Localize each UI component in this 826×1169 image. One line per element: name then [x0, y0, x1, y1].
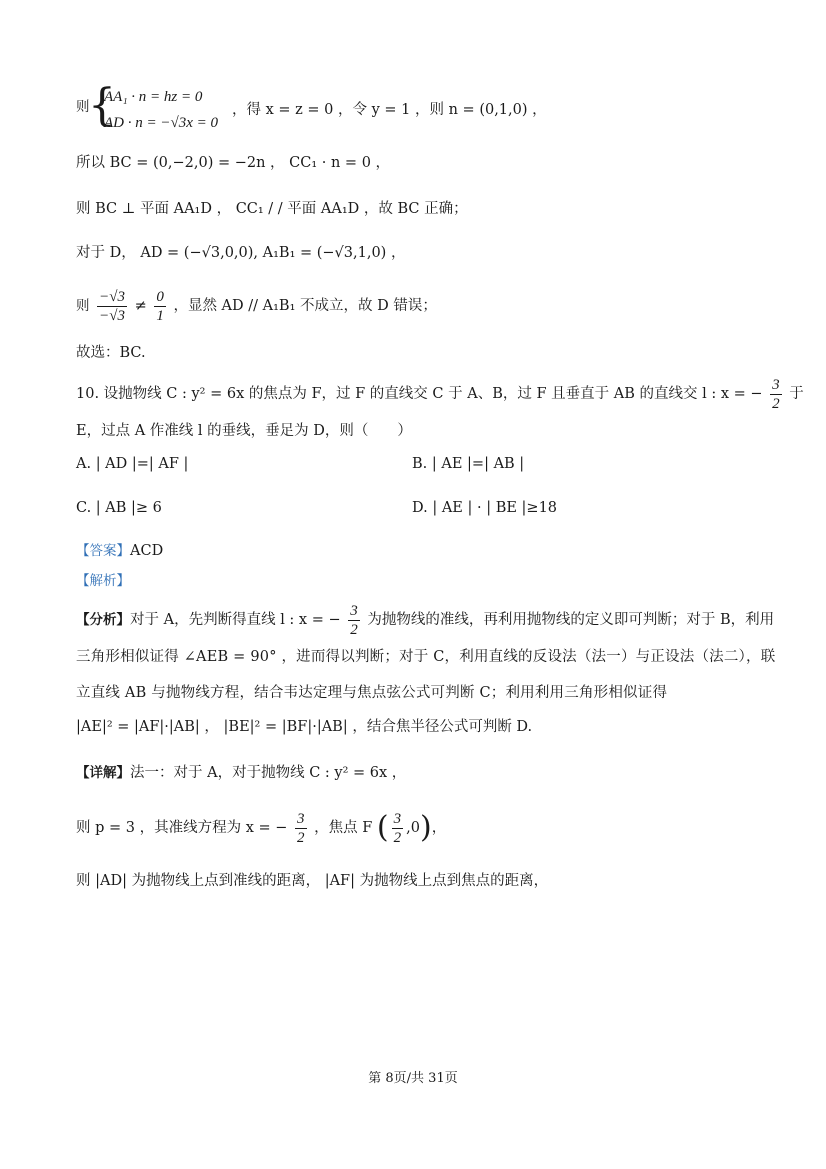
answer-line	[76, 540, 750, 562]
xiangjie-fraction-2-num: 3	[393, 810, 402, 827]
page-footer: 第 8页/共 31页	[368, 1071, 458, 1086]
fraction-1	[97, 288, 127, 325]
text-line-5-tail: ，显然 AD // A₁B₁ 不成立，故 D 错误；	[173, 298, 437, 314]
xiangjie-line-1	[76, 762, 750, 784]
question-10-fraction-num: 3	[772, 376, 780, 393]
xiangjie-label: 【详解】	[76, 765, 130, 781]
system-result: ，得 x = z = 0 ，令 y = 1 ，则 n = (0,1,0) ，	[232, 102, 547, 118]
xiangjie-text-2b: ，焦点 F	[314, 820, 373, 836]
paren-right: )	[419, 810, 432, 845]
text-line-2: 所以 BC = (0,−2,0) = −2n ， CC₁ · n = 0 ，	[76, 155, 391, 171]
question-10-fraction	[770, 376, 782, 413]
answer-value: ACD	[130, 543, 164, 559]
xiangjie-text-2d: ，	[431, 820, 447, 836]
fraction-2-numerator: 0	[156, 288, 164, 305]
fenxi-line-4: |AE|² = |AF|·|AB| ， |BE|² = |BF|·|AB| ，结合焦半径公式可判断 D.	[76, 719, 533, 735]
fenxi-line-2: 三角形相似证得 ∠AEB = 90° ，进而得以判断；对于 C，利用直线的反设法（法一）与正设法（法二），联	[76, 649, 776, 665]
text-line-3: 则 BC ⊥ 平面 AA₁D ， CC₁ / / 平面 AA₁D ，故 BC 正确；	[76, 201, 468, 217]
fenxi-fraction-den: 2	[350, 621, 358, 638]
fraction-1-denominator: −√3	[99, 307, 125, 324]
system-eq-1: AA₁ · n = hz = 0	[104, 89, 203, 105]
answer-label: 【答案】	[76, 543, 130, 559]
xiangjie-line-3: 则 |AD| 为抛物线上点到准线的距离， |AF| 为抛物线上点到焦点的距离，	[76, 873, 549, 889]
xiangjie-fraction-2-den: 2	[393, 829, 402, 846]
analysis-label: 【解析】	[76, 573, 130, 589]
fenxi-line-1	[76, 600, 775, 640]
fenxi-fraction	[348, 602, 360, 639]
fraction-2	[154, 288, 166, 325]
xiangjie-fraction-1-den: 2	[297, 829, 305, 846]
question-10-line-1	[76, 374, 804, 414]
option-d: D. | AE | · | BE |≥18	[412, 500, 558, 516]
fraction-2-denominator: 1	[156, 307, 164, 324]
fenxi-line-3: 立直线 AB 与抛物线方程，结合韦达定理与焦点弦公式可判断 C；利用利用三角形相似证得	[76, 685, 668, 701]
neq-symbol: ≠	[134, 298, 147, 314]
text-line-4: 对于 D， AD = (−√3,0,0), A₁B₁ = (−√3,1,0) ，	[76, 245, 406, 261]
xiangjie-fraction-2	[392, 810, 404, 847]
fenxi-text-1a: 对于 A，先判断得直线 l : x = −	[130, 612, 341, 628]
fenxi-label: 【分析】	[76, 612, 130, 628]
paren-left: (	[376, 810, 389, 845]
xiangjie-text-2c: ,0	[406, 820, 420, 836]
text-ze: 则	[76, 99, 90, 115]
fenxi-fraction-num: 3	[350, 602, 358, 619]
question-10-text-tail: 于	[789, 386, 804, 402]
fraction-1-numerator: −√3	[99, 288, 125, 305]
question-10-fraction-den: 2	[772, 395, 780, 412]
xiangjie-text-2a: 则 p = 3 ，其准线方程为 x = −	[76, 820, 288, 836]
question-10-line-2: E，过点 A 作准线 l 的垂线，垂足为 D，则（ ）	[76, 423, 412, 439]
text-ze-2: 则	[76, 298, 90, 314]
xiangjie-fraction-1-num: 3	[297, 810, 305, 827]
fenxi-text-1b: 为抛物线的准线，再利用抛物线的定义即可判断；对于 B，利用	[367, 612, 775, 628]
system-eq-2: AD · n = −√3x = 0	[104, 115, 219, 131]
xiangjie-line-2	[76, 808, 750, 848]
option-a: A. | AD |=| AF |	[76, 456, 189, 472]
option-b: B. | AE |=| AB |	[412, 456, 525, 472]
option-c: C. | AB |≥ 6	[76, 500, 162, 516]
xiangjie-fraction-1	[295, 810, 307, 847]
choice-result: 故选：BC.	[76, 345, 146, 361]
brace-symbol: {	[88, 80, 116, 131]
question-10-text: 10. 设抛物线 C : y² = 6x 的焦点为 F，过 F 的直线交 C 于 A、B，过 F 且垂直于 AB 的直线交 l : x = −	[76, 386, 763, 402]
text-line-5	[76, 286, 750, 326]
xiangjie-text-1: 法一：对于 A，对于抛物线 C : y² = 6x ，	[130, 765, 407, 781]
